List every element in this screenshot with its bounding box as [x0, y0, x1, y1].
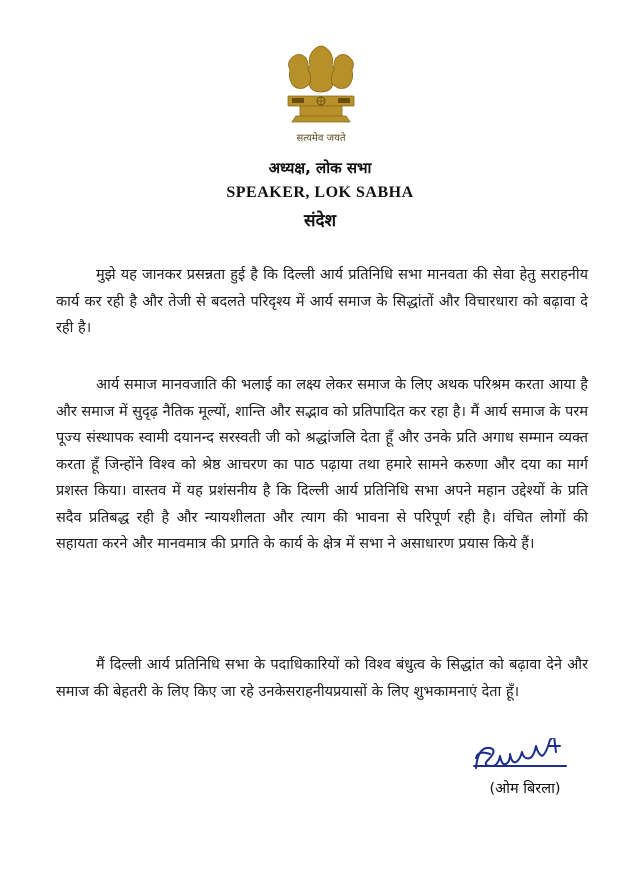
office-title-english: SPEAKER, LOK SABHA	[226, 184, 414, 201]
document-title: संदेश	[303, 211, 337, 231]
handwritten-signature	[470, 738, 580, 778]
paragraph-3: मैं दिल्ली आर्य प्रतिनिधि सभा के पदाधिकारियों को विश्व बंधुत्व के सिद्धांत को बढ़ावा देने और समाज की बेहतरी के लिए किए जा रहे उनकेसराहनीयप्रयासों के लिए शुभकामनाएं देता हूँ।	[56, 657, 588, 700]
office-title-hindi: अध्यक्ष, लोक सभा	[268, 159, 372, 177]
national-emblem-icon	[278, 38, 364, 130]
paragraph-2: आर्य समाज मानवजाति की भलाई का लक्ष्य लेकर समाज के लिए अथक परिश्रम करता आया है और समाज में सुदृढ़ नैतिक मूल्यों, शान्ति और सद्भाव को प्रतिपादित कर रहा है। मैं आर्य समाज के परम पूज्य संस्थापक स्वामी दयानन्द सरस्वती जी को श्रद्धांजलि देता हूँ और उनके प्रति अगाध सम्मान व्यक्त करता हूँ जिन्होंने विश्व को श्रेष्ठ आचरण का पाठ पढ़ाया तथा हमारे सामने करुणा और दया का मार्ग प्रशस्त किया। वास्तव में यह प्रशंसनीय है कि दिल्ली आर्य प्रतिनिधि सभा अपने महान उद्देश्यों के प्रति सदैव प्रतिबद्ध रही है और न्यायशीलता और त्याग की भावना से परिपूर्ण रही है। वंचित लोगों की सहायता करने और मानवमात्र की प्रगति के कार्य के क्षेत्र में सभा ने असाधारण प्रयास किये हैं।	[56, 377, 588, 552]
paragraph-1: मुझे यह जानकर प्रसन्नता हुई है कि दिल्ली आर्य प्रतिनिधि सभा मानवता की सेवा हेतु सराहनीय कार्य कर रही है और तेजी से बदलते परिदृश्य में आर्य समाज के सिद्धांतों और विचारधारा को बढ़ावा दे रही है।	[56, 267, 588, 336]
signatory-name: (ओम बिरला)	[489, 781, 561, 797]
emblem-motto: सत्यमेव जयते	[296, 133, 346, 144]
